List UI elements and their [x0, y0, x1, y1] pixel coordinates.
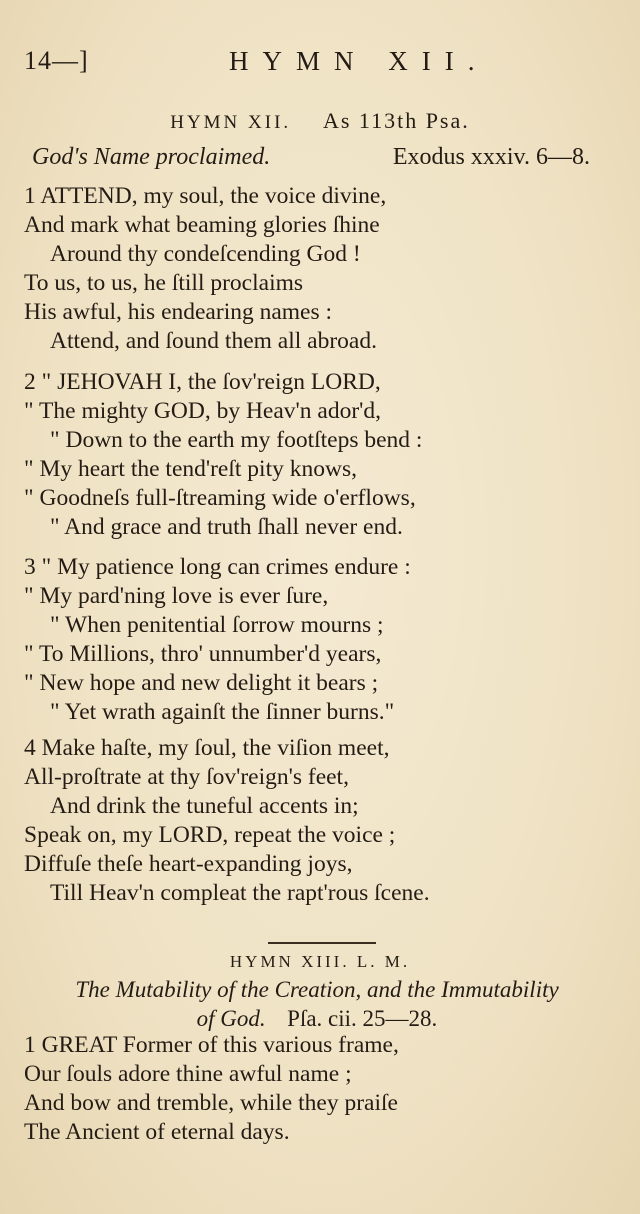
hymn-12-stanza-1	[22, 182, 620, 356]
verse-line: " When penitential ſorrow mourns ;	[50, 612, 384, 638]
hymn-13-reference: Pſa. cii. 25—28.	[287, 1006, 438, 1031]
verse-line: Attend, and ſound them all abroad.	[50, 328, 377, 354]
running-title: HYMN XII.	[229, 46, 489, 76]
verse-line: And bow and tremble, while they praiſe	[24, 1090, 398, 1116]
hymn-12-stanza-2	[22, 368, 620, 542]
hymn-13-heading: HYMN XIII. L. M.	[229, 952, 411, 971]
hymn-13-subject-line-1: The Mutability of the Creation, and the Immutability	[75, 977, 559, 1002]
hymn-13-subject-god: of God.	[196, 1006, 266, 1031]
hymn-12-number: HYMN XII.	[170, 112, 292, 133]
hymn-12-reference: Exodus xxxiv. 6—8.	[392, 144, 590, 170]
hymn-12-subject: God's Name proclaimed.	[32, 144, 271, 170]
verse-line: To us, to us, he ſtill proclaims	[24, 270, 304, 296]
hymn-13-subject-line-2	[24, 1004, 610, 1033]
verse-line: Speak on, my LORD, repeat the voice ;	[24, 822, 396, 848]
hymn-13-stanza-1	[22, 1031, 620, 1147]
verse-line: " Goodneſs full-ſtreaming wide o'erflows,	[24, 485, 416, 511]
verse-line: And drink the tuneful accents in;	[50, 793, 359, 819]
verse-line: " To Millions, thro' unnumber'd years,	[24, 641, 382, 667]
page-header	[24, 46, 616, 86]
verse-line: 1 ATTEND, my soul, the voice divine,	[24, 183, 387, 209]
verse-line: " The mighty GOD, by Heav'n ador'd,	[24, 398, 382, 424]
verse-line: " My pard'ning love is ever ſure,	[24, 583, 329, 609]
verse-line: " And grace and truth ſhall never end.	[50, 514, 403, 540]
verse-line: Till Heav'n compleat the rapt'rous ſcene.	[50, 880, 430, 906]
verse-line: All-proſtrate at thy ſov'reign's feet,	[24, 764, 349, 790]
hymn-12-stanza-4	[22, 734, 620, 908]
verse-line: The Ancient of eternal days.	[24, 1119, 290, 1145]
hymn-13-subject	[24, 975, 610, 1033]
hymn-12-subject-line	[32, 144, 590, 171]
hymn-12-stanza-3	[22, 553, 620, 727]
verse-line: 1 GREAT Former of this various frame,	[24, 1032, 399, 1058]
page-number: 14—]	[24, 46, 89, 75]
verse-line: 2 " JEHOVAH I, the ſov'reign LORD,	[24, 369, 381, 395]
verse-line: " New hope and new delight it bears ;	[24, 670, 379, 696]
hymn-12-heading	[0, 108, 640, 134]
verse-line: And mark what beaming glories ſhine	[24, 212, 380, 238]
verse-line: Our ſouls adore thine awful name ;	[24, 1061, 352, 1087]
verse-line: " Yet wrath againſt the ſinner burns."	[50, 699, 395, 725]
hymn-12-tune: As 113th Psa.	[322, 108, 470, 133]
verse-line: 4 Make haſte, my ſoul, the viſion meet,	[24, 735, 390, 761]
verse-line: His awful, his endearing names :	[24, 299, 333, 325]
section-divider	[268, 942, 376, 944]
verse-line: " Down to the earth my footſteps bend :	[50, 427, 423, 453]
verse-line: 3 " My patience long can crimes endure :	[24, 554, 411, 580]
verse-line: " My heart the tend'reſt pity knows,	[24, 456, 357, 482]
verse-line: Diffuſe theſe heart-expanding joys,	[24, 851, 353, 877]
verse-line: Around thy condeſcending God !	[50, 241, 361, 267]
